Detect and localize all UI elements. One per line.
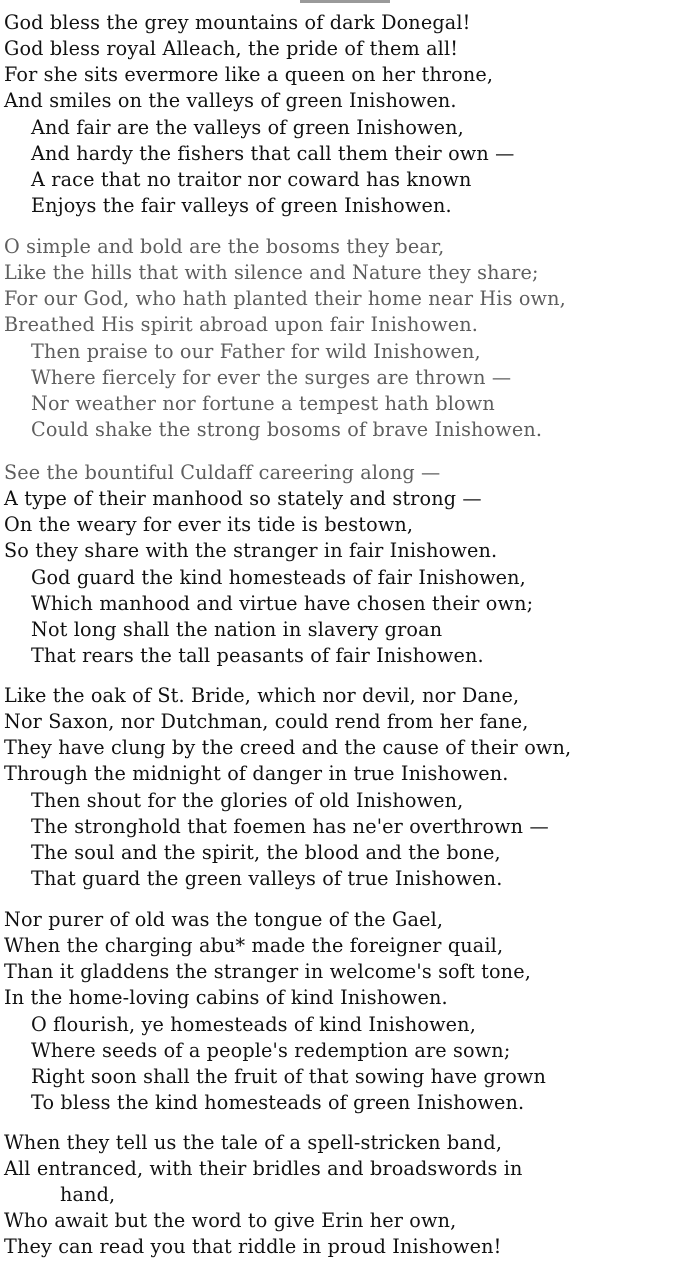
- stanza-5-line-7: Right soon shall the fruit of that sowing have grown: [31, 1065, 547, 1088]
- stanza-3-line-6: Which manhood and virtue have chosen their own;: [31, 592, 534, 615]
- stanza-6-line-4: Who await but the word to give Erin her own,: [4, 1209, 457, 1232]
- stanza-4-line-1: Like the oak of St. Bride, which nor devil, nor Dane,: [4, 684, 520, 707]
- stanza-6-line-3: hand,: [60, 1183, 116, 1206]
- stanza-5-line-5: O flourish, ye homesteads of kind Inishowen,: [31, 1013, 476, 1036]
- stanza-5-line-6: Where seeds of a people's redemption are sown;: [31, 1039, 511, 1062]
- stanza-5-line-3: Than it gladdens the stranger in welcome's soft tone,: [4, 960, 531, 983]
- stanza-1-line-3: For she sits evermore like a queen on her throne,: [4, 63, 494, 86]
- stanza-2-line-4: Breathed His spirit abroad upon fair Inishowen.: [4, 313, 479, 336]
- stanza-3-line-4: So they share with the stranger in fair Inishowen.: [4, 539, 498, 562]
- stanza-2-line-5: Then praise to our Father for wild Inishowen,: [31, 340, 481, 363]
- stanza-2-line-2: Like the hills that with silence and Nature they share;: [4, 261, 539, 284]
- stanza-6-line-1: When they tell us the tale of a spell-stricken band,: [4, 1131, 503, 1154]
- stanza-2-line-3: For our God, who hath planted their home near His own,: [4, 287, 566, 310]
- stanza-1-line-5: And fair are the valleys of green Inishowen,: [31, 116, 464, 139]
- stanza-2-line-6: Where fiercely for ever the surges are thrown —: [31, 366, 512, 389]
- stanza-1-line-8: Enjoys the fair valleys of green Inishowen.: [31, 194, 452, 217]
- stanza-3-line-5: God guard the kind homesteads of fair Inishowen,: [31, 566, 526, 589]
- stanza-4-line-5: Then shout for the glories of old Inishowen,: [31, 789, 464, 812]
- stanza-1-line-2: God bless royal Alleach, the pride of them all!: [4, 37, 459, 60]
- stanza-5-line-1: Nor purer of old was the tongue of the Gael,: [4, 908, 444, 931]
- stanza-1-line-6: And hardy the fishers that call them their own —: [31, 142, 515, 165]
- stanza-3-line-1: See the bountiful Culdaff careering along —: [4, 461, 441, 484]
- stanza-2-line-7: Nor weather nor fortune a tempest hath blown: [31, 392, 495, 415]
- stanza-3-line-2: A type of their manhood so stately and strong —: [4, 487, 482, 510]
- stanza-4-line-4: Through the midnight of danger in true Inishowen.: [4, 762, 509, 785]
- stanza-4-line-2: Nor Saxon, nor Dutchman, could rend from her fane,: [4, 710, 529, 733]
- top-rule: [300, 0, 390, 3]
- stanza-5-line-4: In the home-loving cabins of kind Inishowen.: [4, 986, 448, 1009]
- stanza-3-line-8: That rears the tall peasants of fair Inishowen.: [31, 644, 484, 667]
- stanza-3-line-7: Not long shall the nation in slavery groan: [31, 618, 443, 641]
- stanza-4-line-6: The stronghold that foemen has ne'er overthrown —: [31, 815, 549, 838]
- stanza-1-line-4: And smiles on the valleys of green Inishowen.: [4, 89, 457, 112]
- stanza-2-line-8: Could shake the strong bosoms of brave Inishowen.: [31, 418, 543, 441]
- stanza-3-line-3: On the weary for ever its tide is bestown,: [4, 513, 414, 536]
- stanza-1-line-1: God bless the grey mountains of dark Donegal!: [4, 11, 471, 34]
- stanza-5-line-2: When the charging abu* made the foreigner quail,: [4, 934, 504, 957]
- stanza-5-line-8: To bless the kind homesteads of green Inishowen.: [31, 1091, 525, 1114]
- stanza-6-line-5: They can read you that riddle in proud Inishowen!: [4, 1235, 502, 1258]
- stanza-4-line-3: They have clung by the creed and the cause of their own,: [4, 736, 572, 759]
- stanza-4-line-8: That guard the green valleys of true Inishowen.: [31, 867, 503, 890]
- stanza-4-line-7: The soul and the spirit, the blood and the bone,: [31, 841, 501, 864]
- stanza-1-line-7: A race that no traitor nor coward has known: [31, 168, 472, 191]
- stanza-2-line-1: O simple and bold are the bosoms they bear,: [4, 235, 445, 258]
- stanza-6-line-2: All entranced, with their bridles and broadswords in: [4, 1157, 523, 1180]
